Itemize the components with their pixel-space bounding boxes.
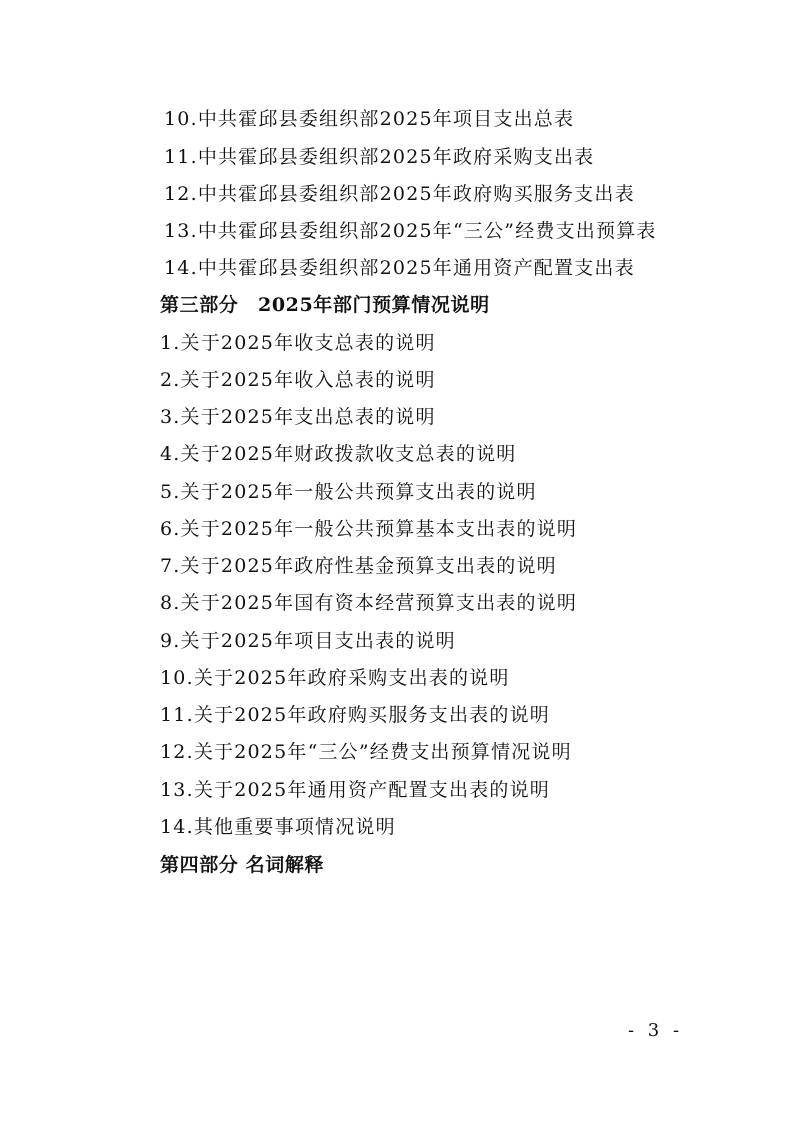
- toc-item-12[interactable]: 12.中共霍邱县委组织部2025年政府购买服务支出表: [164, 183, 635, 205]
- part3-item-14[interactable]: 14.其他重要事项情况说明: [160, 816, 396, 838]
- toc-item-11[interactable]: 11.中共霍邱县委组织部2025年政府采购支出表: [164, 146, 595, 168]
- part3-item-9[interactable]: 9.关于2025年项目支出表的说明: [160, 630, 456, 652]
- toc-item-10[interactable]: 10.中共霍邱县委组织部2025年项目支出总表: [164, 108, 575, 130]
- part3-item-3[interactable]: 3.关于2025年支出总表的说明: [160, 406, 436, 428]
- part3-item-6[interactable]: 6.关于2025年一般公共预算基本支出表的说明: [160, 518, 578, 540]
- toc-item-13[interactable]: 13.中共霍邱县委组织部2025年“三公”经费支出预算表: [164, 220, 657, 242]
- part3-item-11[interactable]: 11.关于2025年政府购买服务支出表的说明: [160, 704, 550, 726]
- part3-item-4[interactable]: 4.关于2025年财政拨款收支总表的说明: [160, 443, 517, 465]
- part4-heading[interactable]: 第四部分 名词解释: [160, 854, 325, 876]
- part3-item-1[interactable]: 1.关于2025年收支总表的说明: [160, 332, 436, 354]
- part3-item-5[interactable]: 5.关于2025年一般公共预算支出表的说明: [160, 481, 537, 503]
- part3-item-2[interactable]: 2.关于2025年收入总表的说明: [160, 369, 436, 391]
- toc-item-14[interactable]: 14.中共霍邱县委组织部2025年通用资产配置支出表: [164, 257, 635, 279]
- part3-heading[interactable]: 第三部分 2025年部门预算情况说明: [160, 294, 490, 316]
- part3-item-13[interactable]: 13.关于2025年通用资产配置支出表的说明: [160, 779, 550, 801]
- page-number: - 3 -: [628, 1020, 684, 1041]
- part3-item-12[interactable]: 12.关于2025年“三公”经费支出预算情况说明: [160, 741, 572, 763]
- part3-item-8[interactable]: 8.关于2025年国有资本经营预算支出表的说明: [160, 592, 578, 614]
- part3-item-10[interactable]: 10.关于2025年政府采购支出表的说明: [160, 667, 510, 689]
- part3-item-7[interactable]: 7.关于2025年政府性基金预算支出表的说明: [160, 555, 557, 577]
